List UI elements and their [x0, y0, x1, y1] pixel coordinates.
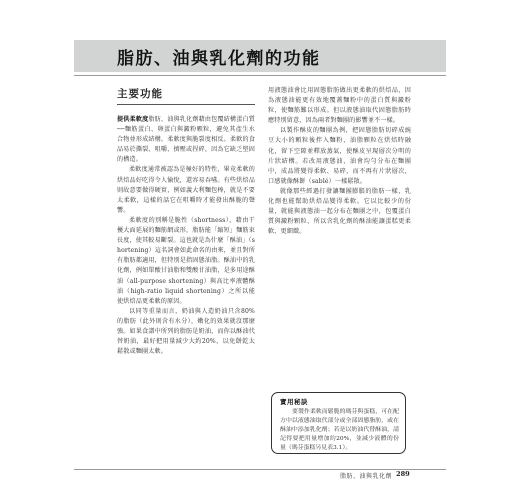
paragraph-body: 就像那些經過打發讓麵團膨脹的脂肪一樣，乳化劑也能幫助烘焙品變得柔軟。它以比較少的份量，就能與液態油一起分布在麵團之中，包覆蛋白質與澱粉顆粒，所以含乳化劑的酥油能讓蛋糕更柔軟、更細緻。 [268, 187, 411, 236]
tip-text: 要製作柔軟而鬆脆的瑪芬與蛋糕，可在配方中以液態油取代部分或全部固態脂肪，或在酥油中添加乳化劑；若是以奶油代替酥油，請記得要把用量增加約20%，並減少液體的份量（瑪芬蛋糕另見表3.1）。 [280, 409, 399, 451]
chapter-header-band [74, 40, 446, 72]
footer-divider [74, 469, 446, 470]
paragraph-body: 以同等重量而言，奶油與人造奶油只含80%的脂肪（此外則含有水分），嫩化的效果就沒那麼強。如果食譜中所列的脂肪是奶油，而你以酥油代替奶油，最好把用量減少大約20%，以免餅乾太鬆散或麵團太軟。 [117, 307, 255, 356]
section-heading: 主要功能 [117, 88, 163, 100]
section-divider [117, 104, 255, 105]
paragraph-body: 柔軟度通常被認為是極好的特性，畢竟柔軟的烘焙品好吃得令人愉悅，還容易吞嚥。有些烘焙品則故意要做得硬實，例如義大利麵包棒，就是不要太柔軟，這樣的話它在咀嚼時才能發出酥脆的聲響。 [117, 166, 255, 214]
tip-title: 實用秘訣 [280, 398, 308, 406]
running-footer: 脂肪、油與乳化劑 [340, 473, 393, 480]
header-divider [74, 75, 446, 76]
left-column [117, 86, 255, 462]
paragraph-lead: 提供柔軟度 [117, 116, 149, 123]
paragraph-body: 用液態油會比用固態脂肪做出更柔軟的烘焙品，因為液態油能更有效地覆蓋麵粉中的蛋白質與澱粉粒，使麵筋難以形成。但以液態油取代固態脂肪時應特別留意，因為兩者對麵團的影響並不一樣。 [268, 87, 411, 125]
paragraph-tenderness [117, 115, 255, 165]
paragraph-body: 脂肪、油與乳化劑藉由包覆結構蛋白質──麵筋蛋白、卵蛋白與澱粉顆粒，避免其產生水合物並形成結構。柔軟度與脆裂度相反。柔軟的食品易於撕裂、咀嚼、擠壓或捏碎，因為它缺乏堅固的構造。 [117, 116, 255, 164]
page-title: 脂肪、油與乳化劑的功能 [117, 49, 321, 69]
paragraph-body: 柔軟度的別稱是脆性（shortness），藉由干擾大面延展的麵筋網或形，脂肪能「縮短」麵筋束長度，使其較易斷裂。這也就是為什麼「酥油」（shortening）這名詞會如此命名的由來，並且對所有脂肪都適用，但特別是指固態油脂。酥油中的乳化劑，例如單酸甘油脂和雙酸甘油脂，是多用途酥油（all-purpose shortening）與高比率液體酥油（high-ratio liquid shortening）之所以能使烘焙品更柔軟的原因。 [117, 216, 255, 305]
page-number: 289 [396, 470, 410, 478]
tip-box [271, 392, 406, 454]
paragraph-body: 以製作酥皮的麵團為例，把固態脂肪切碎成豌豆大小的顆粒後拌入麵粉，油脂顆粒在烘焙時融化，留下空隙並釋放蒸氣，使酥皮呈現層次分明的片狀結構。若改用液態油，油會均勻分布在麵團中，成品將變得柔軟、易碎，而不再有片狀層次，口感就像酥餅（sablé）一樣鬆散。 [268, 127, 411, 185]
